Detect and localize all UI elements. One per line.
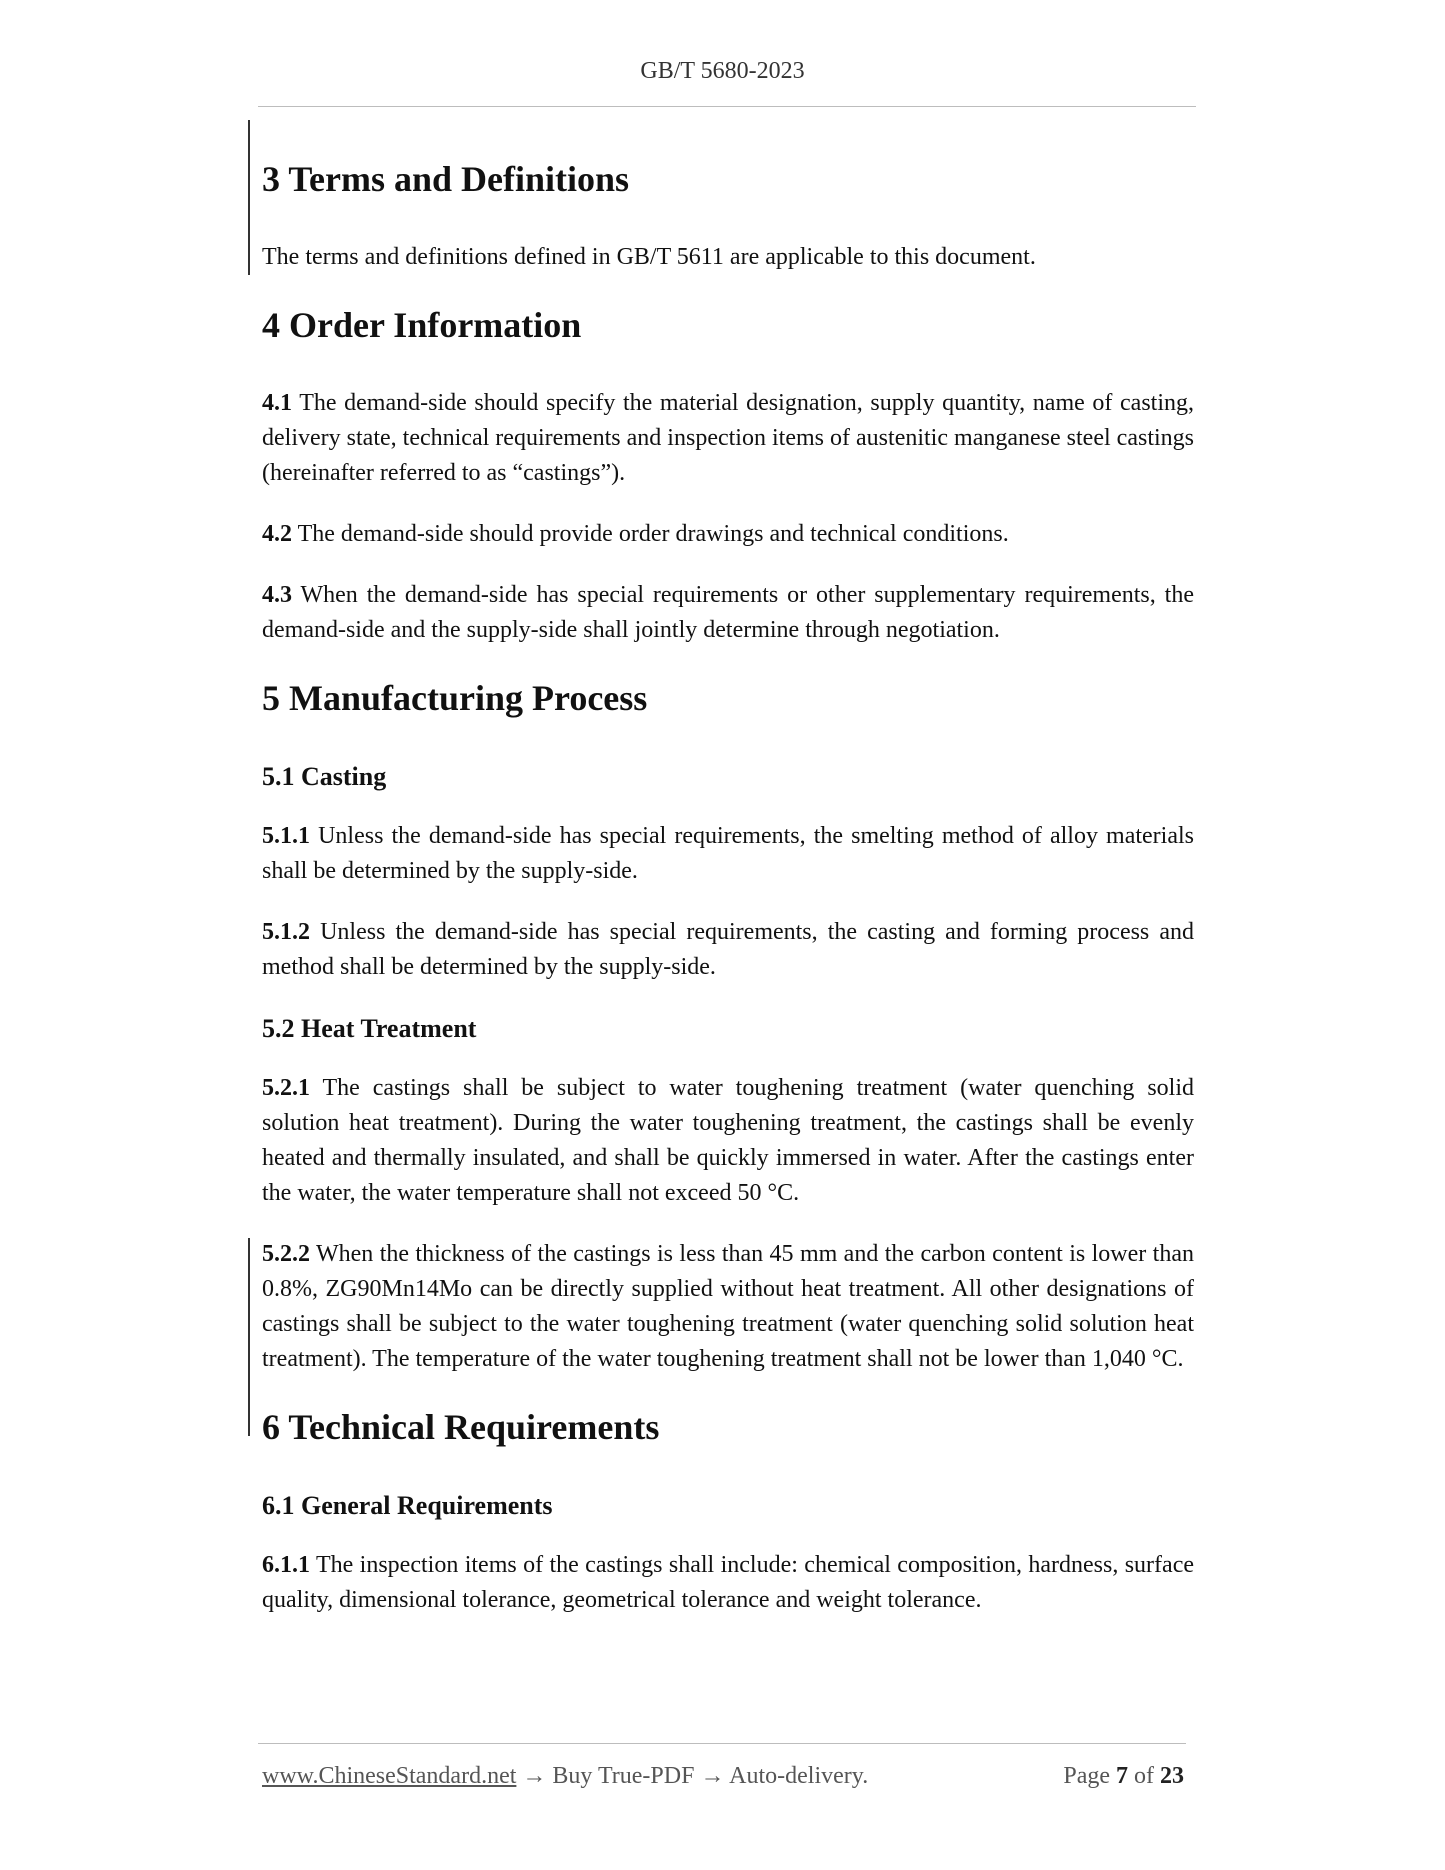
clause-text: The castings shall be subject to water toughening treatment (water quenching solid solution heat treatment). During the water toughening treatment, the castings shall be evenly heated and thermally insulated, and shall be quickly immersed in water. After the castings enter the water, the water temperature shall not exceed 50 °C. [262,1075,1194,1206]
change-marker-bar [248,1238,250,1436]
clause-number: 5.2.1 [262,1075,310,1101]
clause-text: The demand-side should provide order drawings and technical conditions. [297,521,1009,547]
clause-text: When the thickness of the castings is less than 45 mm and the carbon content is lower than 0.8%, ZG90Mn14Mo can be directly supplied without heat treatment. All other designations of castings shall be subject to the water toughening treatment (water quenching solid solution heat treatment). The temperature of the water toughening treatment shall not be lower than 1,040 °C. [262,1241,1195,1372]
clause-number: 5.1.1 [262,823,310,849]
clause-4-1 [262,386,1194,491]
clause-4-2 [262,517,1194,552]
auto-delivery-text: Auto-delivery. [729,1763,869,1789]
clause-number: 5.2.2 [262,1241,310,1267]
subsection-5-2-heading: 5.2 Heat Treatment [262,1014,477,1043]
arrow-right-icon: → [700,1763,725,1789]
buy-pdf-text: Buy True-PDF [552,1763,695,1789]
clause-5-1-1 [262,819,1194,889]
clause-5-1-2 [262,915,1194,985]
section-3-heading: 3 Terms and Definitions [262,159,630,199]
clause-number: 6.1.1 [262,1552,310,1578]
header-divider [258,106,1196,107]
page-footer [262,1763,1184,1790]
subsection-6-1-heading: 6.1 General Requirements [262,1491,553,1520]
clause-text: The demand-side should specify the material designation, supply quantity, name of casting, delivery state, technical requirements and inspection items of austenitic manganese steel castings (hereinafter referred to as “castings”). [262,390,1194,486]
page-number: 7 [1116,1763,1128,1789]
clause-number: 4.2 [262,521,292,547]
subsection-5-1-heading: 5.1 Casting [262,762,387,791]
section-3-text: The terms and definitions defined in GB/T 5611 are applicable to this document. [262,244,1036,270]
clause-5-2-2 [262,1237,1194,1377]
section-4-heading: 4 Order Information [262,305,582,345]
clause-number: 4.1 [262,390,292,416]
clause-number: 4.3 [262,582,292,608]
of-label: of [1134,1763,1154,1789]
clause-5-2-1 [262,1071,1194,1211]
arrow-right-icon: → [522,1763,547,1789]
clause-text: Unless the demand-side has special requirements, the smelting method of alloy materials shall be determined by the supply-side. [262,823,1194,884]
footer-divider [258,1743,1186,1744]
clause-number: 5.1.2 [262,919,310,945]
clause-6-1-1 [262,1548,1194,1618]
clause-text: When the demand-side has special requirements or other supplementary requirements, the demand-side and the supply-side shall jointly determine through negotiation. [262,582,1194,643]
site-link[interactable]: www.ChineseStandard.net [262,1763,517,1789]
change-marker-bar [248,120,250,275]
clause-4-3 [262,578,1194,648]
page-total: 23 [1160,1763,1184,1789]
section-6-heading: 6 Technical Requirements [262,1407,660,1447]
page-label: Page [1063,1763,1110,1789]
section-5-heading: 5 Manufacturing Process [262,678,648,718]
clause-text: Unless the demand-side has special requirements, the casting and forming process and method shall be determined by the supply-side. [262,919,1194,980]
page-indicator [1063,1763,1184,1790]
document-id-header: GB/T 5680-2023 [640,58,805,84]
clause-text: The inspection items of the castings shall include: chemical composition, hardness, surface quality, dimensional tolerance, geometrical tolerance and weight tolerance. [262,1552,1194,1613]
document-body [262,155,1194,1644]
